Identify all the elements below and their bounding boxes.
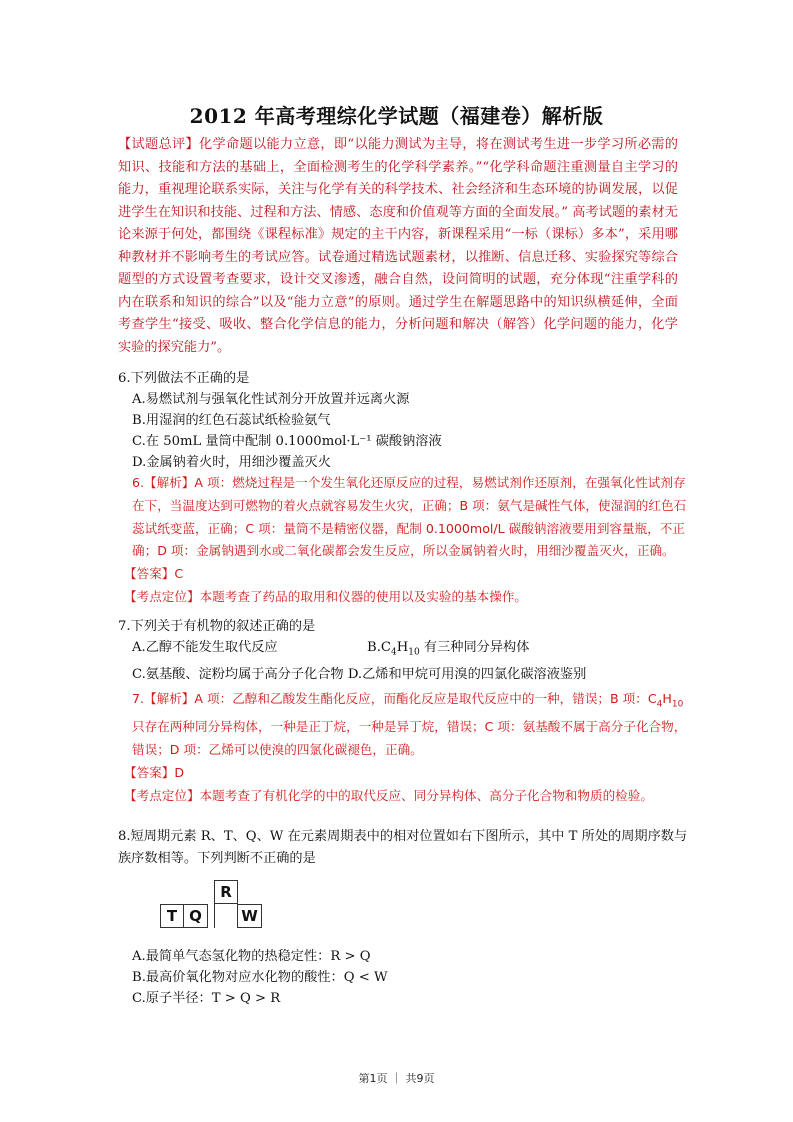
question-7-options-row-1: [132, 637, 688, 664]
document-title: 2012 年高考理综化学试题（福建卷）解析版: [189, 104, 604, 128]
question-8-option-b: B.最高价氧化物对应水化物的酸性：Q < W: [132, 970, 388, 985]
question-7-answer: 【答案】D: [124, 764, 185, 780]
question-6: [118, 368, 688, 473]
cell-t: T: [160, 904, 184, 928]
question-8-options: [118, 946, 688, 1009]
question-6-option-d: D.金属钠着火时，用细沙覆盖灭火: [132, 455, 331, 470]
question-7-option-c: C.氨基酸、淀粉均属于高分子化合物: [132, 666, 344, 682]
cell-q: Q: [184, 904, 208, 928]
cell-r: R: [214, 880, 238, 904]
question-6-stem: 6.下列做法不正确的是: [118, 371, 250, 386]
question-6-option-a: A.易燃试剂与强氧化性试剂分开放置并远离火源: [132, 392, 410, 407]
question-7-option-a: A.乙醇不能发生取代反应: [132, 640, 278, 655]
question-8: [118, 826, 688, 870]
question-8-stem: 8.短周期元素 R、T、Q、W 在元素周期表中的相对位置如右下图所示，其中 T 所处的周期序数与族序数相等。下列判断不正确的是: [118, 829, 688, 866]
periodic-table-fragment: [160, 876, 270, 936]
question-6-option-b: B.用湿润的红色石蕊试纸检验氨气: [132, 413, 331, 428]
question-7-analysis: 7.【解析】A 项：乙醇和乙酸发生酯化反应，而酯化反应是取代反应中的一种，错误；B 项：$C_4H_{10}$只存在两种同分异构体，一种是正丁烷，一种是异丁烷，错误；C 项：氨基酸不属于高分子化合物，错误；D 项：乙烯可以使溴的四氯化碳褪色，正确。: [132, 691, 687, 758]
question-7-option-d: D.乙烯和甲烷可用溴的四氯化碳溶液鉴别: [347, 666, 587, 682]
question-7-analysis-block: [118, 688, 693, 808]
question-8-option-c: C.原子半径：T > Q > R: [132, 991, 281, 1006]
cell-w: W: [238, 904, 262, 928]
question-7: [118, 616, 688, 685]
page-footer: 第1页 ｜ 共9页: [358, 1072, 435, 1085]
question-7-options-row-2: [132, 664, 688, 685]
question-6-answer: 【答案】C: [124, 566, 184, 582]
exam-summary: 【试题总评】化学命题以能力立意，即“以能力测试为主导，将在测试考生进一步学习所必需的知识、技能和方法的基础上，全面检测考生的化学科学素养。”“化学科命题注重测量自主学习的能力，重视理论联系实际，关注与化学有关的科学技术、社会经济和生态环境的协调发展，以促进学生在知识和技能、过程和方法、情感、态度和价值观等方面的全面发展。” 高考试题的素材无论来源于何处，都围绕《课程标准》规定的主干内容，新课程采用“一标（课标）多本”，采用哪种教材并不影响考生的考试应答。试卷通过精选试题素材，以推断、信息迁移、实验探究等综合题型的方式设置考查要求，设计交叉渗透，融合自然，设问简明的试题，充分体现“注重学科的内在联系和知识的综合”以及“能力立意”的原则。通过学生在解题思路中的知识纵横延伸，全面考查学生“接受、吸收、整合化学信息的能力，分析问题和解决（解答）化学问题的能力，化学实验的探究能力”。: [118, 137, 678, 355]
question-6-analysis: 6.【解析】A 项：燃烧过程是一个发生氧化还原反应的过程，易燃试剂作还原剂，在强氧化性试剂存在下，当温度达到可燃物的着火点就容易发生火灾，正确；B 项：氨气是碱性气体，使湿润的红色石蕊试纸变蓝，正确；C 项：量筒不是精密仪器，配制 0.1000mol/L 碳酸钠溶液要用到容量瓶，不正确；D 项：金属钠遇到水或二氧化碳都会发生反应，所以金属钠着火时，用细沙覆盖灭火，正确。: [132, 475, 687, 559]
question-8-option-a: A.最简单气态氢化物的热稳定性：R > Q: [132, 949, 371, 964]
question-6-analysis-block: [118, 472, 693, 609]
question-6-option-c: C.在 50mL 量筒中配制 0.1000mol·L⁻¹ 碳酸钠溶液: [132, 434, 442, 449]
cell-empty: [214, 904, 238, 928]
question-7-option-b: $B.C_4H_{10}$ 有三种同分异构体: [367, 640, 530, 658]
question-7-stem: 7.下列关于有机物的叙述正确的是: [118, 619, 316, 634]
question-6-keypoint: 【考点定位】本题考查了药品的取用和仪器的使用以及实验的基本操作。: [124, 588, 527, 604]
question-7-keypoint: 【考点定位】本题考查了有机化学的中的取代反应、同分异构体、高分子化合物和物质的检验。: [124, 787, 653, 803]
